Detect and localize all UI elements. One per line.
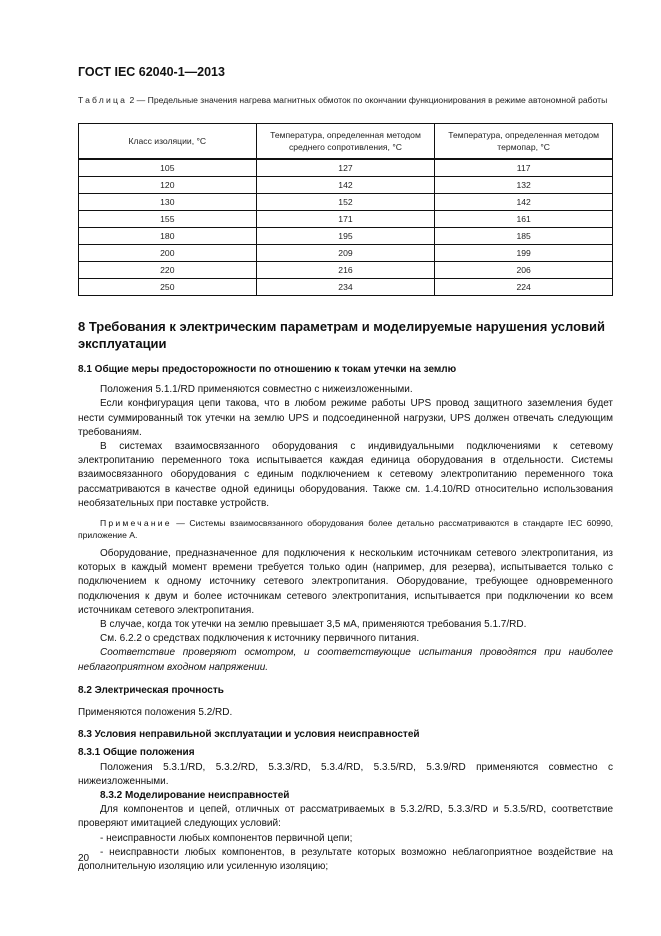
- table-row: [79, 159, 613, 177]
- column-header-insulation-class: Класс изоляции, °С: [79, 124, 257, 160]
- cell: 209: [256, 245, 435, 262]
- cell: 250: [79, 279, 257, 296]
- paragraph: Положения 5.3.1/RD, 5.3.2/RD, 5.3.3/RD, 5.3.4/RD, 5.3.5/RD, 5.3.9/RD применяются совместно с нижеизложенными.: [78, 761, 613, 787]
- paragraph: См. 6.2.2 о средствах подключения к источнику первичного питания.: [100, 633, 420, 645]
- column-header-resistance-method: Температура, определенная методом среднего сопротивления, °С: [256, 124, 435, 160]
- cell: 206: [435, 262, 613, 279]
- table-row: [79, 279, 613, 296]
- paragraph: В случае, когда ток утечки на землю превышает 3,5 мА, применяются требования 5.1.7/RD.: [100, 619, 527, 631]
- paragraph: Положения 5.1.1/RD применяются совместно с нижеизложенными.: [100, 384, 413, 396]
- section-8-3-heading: 8.3 Условия неправильной эксплуатации и условия неисправностей: [78, 729, 420, 741]
- page-number: 20: [78, 853, 90, 864]
- cell: 142: [435, 194, 613, 211]
- temperature-limits-table: [78, 123, 613, 296]
- table-caption-text: 2 — Предельные значения нагрева магнитных обмоток по окончании функционирования в режиме автономной работы: [127, 95, 608, 105]
- cell: 120: [79, 177, 257, 194]
- list-item: - неисправности любых компонентов первичной цепи;: [100, 832, 353, 844]
- paragraph: Применяются положения 5.2/RD.: [78, 707, 233, 719]
- cell: 200: [79, 245, 257, 262]
- section-8-2-heading: 8.2 Электрическая прочность: [78, 684, 224, 696]
- table-row: [79, 194, 613, 211]
- table-header-row: [79, 124, 613, 160]
- cell: 132: [435, 177, 613, 194]
- paragraph: В системах взаимосвязанного оборудования с индивидуальными подключениями к сетевому электропитанию переменного тока испытывается каждая единица оборудования в отдельности. Системы взаимосвязанного оборудования с единым подключением к сетевому электропитанию переменного тока рассматриваются в качестве одной единицы оборудования. Также см. 1.4.10/RD относительно использования необязательных при поставке устройств.: [78, 441, 613, 509]
- cell: 171: [256, 211, 435, 228]
- list-item: - неисправности любых компонентов, в результате которых возможно неблагоприятное воздействие на дополнительную изоляцию или усиленную изоляцию;: [78, 846, 613, 873]
- cell: 220: [79, 262, 257, 279]
- cell: 216: [256, 262, 435, 279]
- cell: 105: [79, 159, 257, 177]
- cell: 224: [435, 279, 613, 296]
- paragraph: Оборудование, предназначенное для подключения к нескольким источникам сетевого электропитания, из которых в каждый момент времени требуется только один (например, для резерва), испытывается только с подключением к одному источнику сетевого электропитания. Оборудование, требующее одновременного подключения к двум и более источникам сетевого электропитания, испытывается при подключении ко всем источникам сетевого электропитания.: [78, 548, 613, 616]
- cell: 180: [79, 228, 257, 245]
- cell: 161: [435, 211, 613, 228]
- table-row: [79, 228, 613, 245]
- paragraph: Если конфигурация цепи такова, что в любом режиме работы UPS провод защитного заземления будет нести суммированный ток утечки на землю UPS и подсоединенной нагрузки, UPS должен отвечать следующим требованиям.: [78, 398, 613, 438]
- note-text: — Системы взаимосвязанного оборудования более детально рассматриваются в стандарте IEC 60990, приложение А.: [78, 518, 613, 541]
- section-8-3-1-heading: 8.3.1 Общие положения: [78, 747, 195, 759]
- table-row: [79, 245, 613, 262]
- table-row: [79, 177, 613, 194]
- cell: 199: [435, 245, 613, 262]
- cell: 142: [256, 177, 435, 194]
- table-caption: [78, 94, 612, 106]
- table-row: [79, 262, 613, 279]
- cell: 117: [435, 159, 613, 177]
- document-code: ГОСТ IEC 62040-1—2013: [78, 65, 225, 79]
- cell: 130: [79, 194, 257, 211]
- paragraph: Для компонентов и цепей, отличных от рассматриваемых в 5.3.2/RD, 5.3.3/RD и 5.3.5/RD, соответствие проверяют имитацией следующих условий:: [78, 804, 613, 830]
- note-prefix: Примечание: [100, 518, 172, 529]
- compliance-paragraph: Соответствие проверяют осмотром, и соответствующие испытания проводятся при наиболее неблагоприятном входном напряжении.: [78, 647, 613, 673]
- column-header-thermocouple-method: Температура, определенная методом термопар, °С: [435, 124, 613, 160]
- note: [78, 517, 613, 541]
- table-caption-prefix: Таблица: [78, 95, 128, 105]
- cell: 185: [435, 228, 613, 245]
- section-8-1-heading: 8.1 Общие меры предосторожности по отношению к токам утечки на землю: [78, 364, 457, 375]
- cell: 195: [256, 228, 435, 245]
- cell: 234: [256, 279, 435, 296]
- cell: 127: [256, 159, 435, 177]
- section-8-3-2-heading: 8.3.2 Моделирование неисправностей: [100, 790, 290, 802]
- section-8-1: [78, 363, 613, 874]
- cell: 152: [256, 194, 435, 211]
- cell: 155: [79, 211, 257, 228]
- section-8-heading: 8 Требования к электрическим параметрам и моделируемые нарушения условий эксплуатации: [78, 319, 606, 351]
- table-row: [79, 211, 613, 228]
